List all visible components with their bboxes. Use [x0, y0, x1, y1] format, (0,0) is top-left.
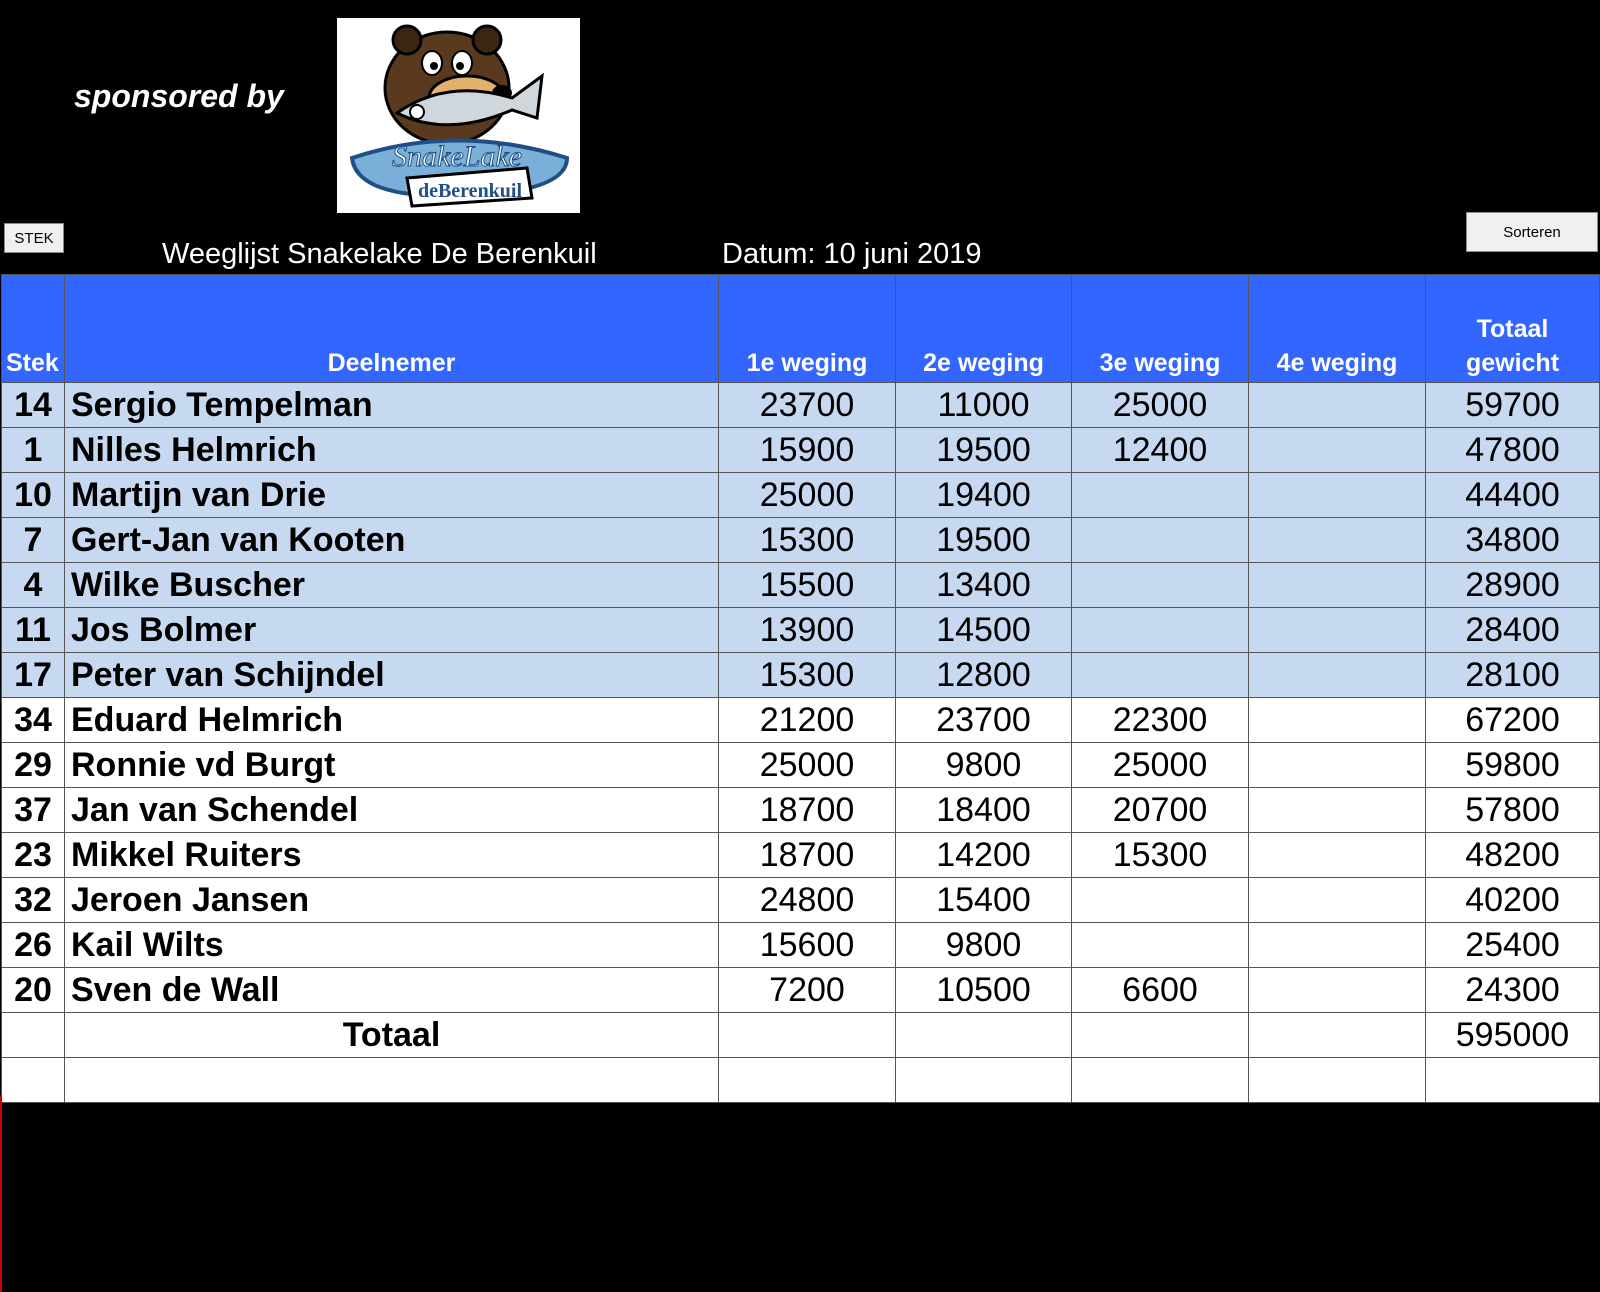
table-row [2, 923, 1600, 968]
cell-totaal: 47800 [1426, 428, 1600, 473]
table-row [2, 383, 1600, 428]
empty-cell [1426, 1058, 1600, 1103]
cell-weging-4 [1249, 608, 1426, 653]
cell-totaal: 57800 [1426, 788, 1600, 833]
cell-totaal: 28900 [1426, 563, 1600, 608]
cell-weging-1: 25000 [719, 743, 896, 788]
empty-cell [1072, 1058, 1249, 1103]
cell-weging-3: 25000 [1072, 383, 1249, 428]
cell-weging-2: 12800 [896, 653, 1072, 698]
cell-weging-2: 9800 [896, 923, 1072, 968]
empty-cell [896, 1013, 1072, 1058]
cell-weging-1: 15900 [719, 428, 896, 473]
cell-weging-2: 23700 [896, 698, 1072, 743]
table-row [2, 968, 1600, 1013]
cell-weging-4 [1249, 383, 1426, 428]
table-row [2, 698, 1600, 743]
empty-cell [1249, 1058, 1426, 1103]
table-row [2, 563, 1600, 608]
cell-weging-3: 12400 [1072, 428, 1249, 473]
cell-stek: 29 [2, 743, 65, 788]
cell-weging-3 [1072, 563, 1249, 608]
cell-weging-4 [1249, 698, 1426, 743]
table-row [2, 518, 1600, 563]
cell-weging-1: 23700 [719, 383, 896, 428]
cell-weging-1: 24800 [719, 878, 896, 923]
cell-stek: 32 [2, 878, 65, 923]
cell-weging-3 [1072, 653, 1249, 698]
cell-deelnemer: Jeroen Jansen [65, 878, 719, 923]
cell-weging-2: 13400 [896, 563, 1072, 608]
cell-totaal: 34800 [1426, 518, 1600, 563]
cell-weging-4 [1249, 923, 1426, 968]
cell-weging-1: 15300 [719, 653, 896, 698]
cell-weging-3: 25000 [1072, 743, 1249, 788]
cell-stek: 23 [2, 833, 65, 878]
header-totaal-line2: gewicht [1465, 349, 1560, 377]
cell-stek: 1 [2, 428, 65, 473]
header-weging-2: 2e weging [896, 275, 1072, 383]
cell-deelnemer: Sven de Wall [65, 968, 719, 1013]
cell-stek: 34 [2, 698, 65, 743]
cell-stek: 20 [2, 968, 65, 1013]
cell-totaal: 48200 [1426, 833, 1600, 878]
table-row [2, 833, 1600, 878]
cell-weging-2: 19500 [896, 518, 1072, 563]
cell-weging-1: 7200 [719, 968, 896, 1013]
table-header-row [2, 275, 1600, 383]
cell-totaal: 40200 [1426, 878, 1600, 923]
stek-button[interactable]: STEK [4, 223, 64, 253]
cell-weging-4 [1249, 653, 1426, 698]
cell-deelnemer: Jan van Schendel [65, 788, 719, 833]
cell-totaal: 28400 [1426, 608, 1600, 653]
cell-totaal: 25400 [1426, 923, 1600, 968]
cell-weging-3 [1072, 923, 1249, 968]
logo-text-top: SnakeLake [392, 140, 522, 173]
cell-deelnemer: Ronnie vd Burgt [65, 743, 719, 788]
header-totaal [1426, 275, 1600, 383]
cell-stek: 37 [2, 788, 65, 833]
header-weging-1: 1e weging [719, 275, 896, 383]
header-deelnemer: Deelnemer [65, 275, 719, 383]
cell-weging-3 [1072, 878, 1249, 923]
cell-deelnemer: Peter van Schijndel [65, 653, 719, 698]
cell-totaal: 44400 [1426, 473, 1600, 518]
cell-weging-3: 15300 [1072, 833, 1249, 878]
table-row [2, 428, 1600, 473]
empty-cell [1072, 1013, 1249, 1058]
cell-totaal: 28100 [1426, 653, 1600, 698]
empty-cell [65, 1058, 719, 1103]
cell-stek: 7 [2, 518, 65, 563]
cell-weging-2: 11000 [896, 383, 1072, 428]
cell-deelnemer: Wilke Buscher [65, 563, 719, 608]
table-row [2, 788, 1600, 833]
cell-weging-1: 15300 [719, 518, 896, 563]
logo-text-bottom: deBerenkuil [417, 180, 523, 202]
cell-weging-2: 14500 [896, 608, 1072, 653]
total-label: Totaal [65, 1013, 719, 1058]
cell-deelnemer: Kail Wilts [65, 923, 719, 968]
cell-weging-1: 13900 [719, 608, 896, 653]
cell-weging-1: 18700 [719, 788, 896, 833]
total-row [2, 1013, 1600, 1058]
cell-stek: 14 [2, 383, 65, 428]
cell-weging-2: 14200 [896, 833, 1072, 878]
empty-cell [719, 1058, 896, 1103]
empty-cell [896, 1058, 1072, 1103]
table-row [2, 743, 1600, 788]
cell-weging-2: 10500 [896, 968, 1072, 1013]
header-totaal-line1: Totaal [1476, 315, 1549, 343]
cell-weging-1: 21200 [719, 698, 896, 743]
edge-marker [0, 1096, 2, 1292]
sort-button[interactable]: Sorteren [1466, 212, 1598, 252]
cell-totaal: 24300 [1426, 968, 1600, 1013]
table-row [2, 608, 1600, 653]
cell-deelnemer: Martijn van Drie [65, 473, 719, 518]
sponsored-by-label: sponsored by [74, 78, 284, 114]
empty-row [2, 1058, 1600, 1103]
sponsor-logo [337, 18, 580, 213]
table-row [2, 653, 1600, 698]
total-value: 595000 [1426, 1013, 1600, 1058]
cell-weging-3: 22300 [1072, 698, 1249, 743]
page-title: Weeglijst Snakelake De Berenkuil [162, 238, 597, 270]
cell-weging-3: 6600 [1072, 968, 1249, 1013]
cell-deelnemer: Sergio Tempelman [65, 383, 719, 428]
cell-weging-2: 19500 [896, 428, 1072, 473]
results-table [1, 274, 1600, 1103]
table-row [2, 878, 1600, 923]
cell-weging-4 [1249, 563, 1426, 608]
header-stek: Stek [2, 275, 65, 383]
cell-weging-3: 20700 [1072, 788, 1249, 833]
cell-weging-4 [1249, 833, 1426, 878]
empty-cell [1249, 1013, 1426, 1058]
cell-stek: 4 [2, 563, 65, 608]
cell-weging-4 [1249, 788, 1426, 833]
empty-cell [2, 1058, 65, 1103]
cell-weging-4 [1249, 473, 1426, 518]
cell-deelnemer: Nilles Helmrich [65, 428, 719, 473]
empty-cell [2, 1013, 65, 1058]
header-weging-3: 3e weging [1072, 275, 1249, 383]
cell-weging-2: 15400 [896, 878, 1072, 923]
cell-stek: 11 [2, 608, 65, 653]
cell-weging-3 [1072, 473, 1249, 518]
cell-weging-1: 18700 [719, 833, 896, 878]
cell-weging-1: 15500 [719, 563, 896, 608]
cell-totaal: 59700 [1426, 383, 1600, 428]
cell-weging-4 [1249, 743, 1426, 788]
cell-stek: 10 [2, 473, 65, 518]
cell-weging-2: 19400 [896, 473, 1072, 518]
table-row [2, 473, 1600, 518]
cell-weging-4 [1249, 878, 1426, 923]
cell-stek: 17 [2, 653, 65, 698]
cell-totaal: 59800 [1426, 743, 1600, 788]
cell-weging-2: 9800 [896, 743, 1072, 788]
header-weging-4: 4e weging [1249, 275, 1426, 383]
cell-deelnemer: Jos Bolmer [65, 608, 719, 653]
cell-weging-1: 15600 [719, 923, 896, 968]
cell-weging-4 [1249, 968, 1426, 1013]
cell-deelnemer: Eduard Helmrich [65, 698, 719, 743]
cell-deelnemer: Gert-Jan van Kooten [65, 518, 719, 563]
cell-weging-2: 18400 [896, 788, 1072, 833]
cell-weging-1: 25000 [719, 473, 896, 518]
cell-totaal: 67200 [1426, 698, 1600, 743]
cell-weging-4 [1249, 428, 1426, 473]
empty-cell [719, 1013, 896, 1058]
cell-weging-3 [1072, 518, 1249, 563]
cell-deelnemer: Mikkel Ruiters [65, 833, 719, 878]
cell-weging-3 [1072, 608, 1249, 653]
cell-weging-4 [1249, 518, 1426, 563]
cell-stek: 26 [2, 923, 65, 968]
date-label: Datum: 10 juni 2019 [722, 238, 982, 270]
